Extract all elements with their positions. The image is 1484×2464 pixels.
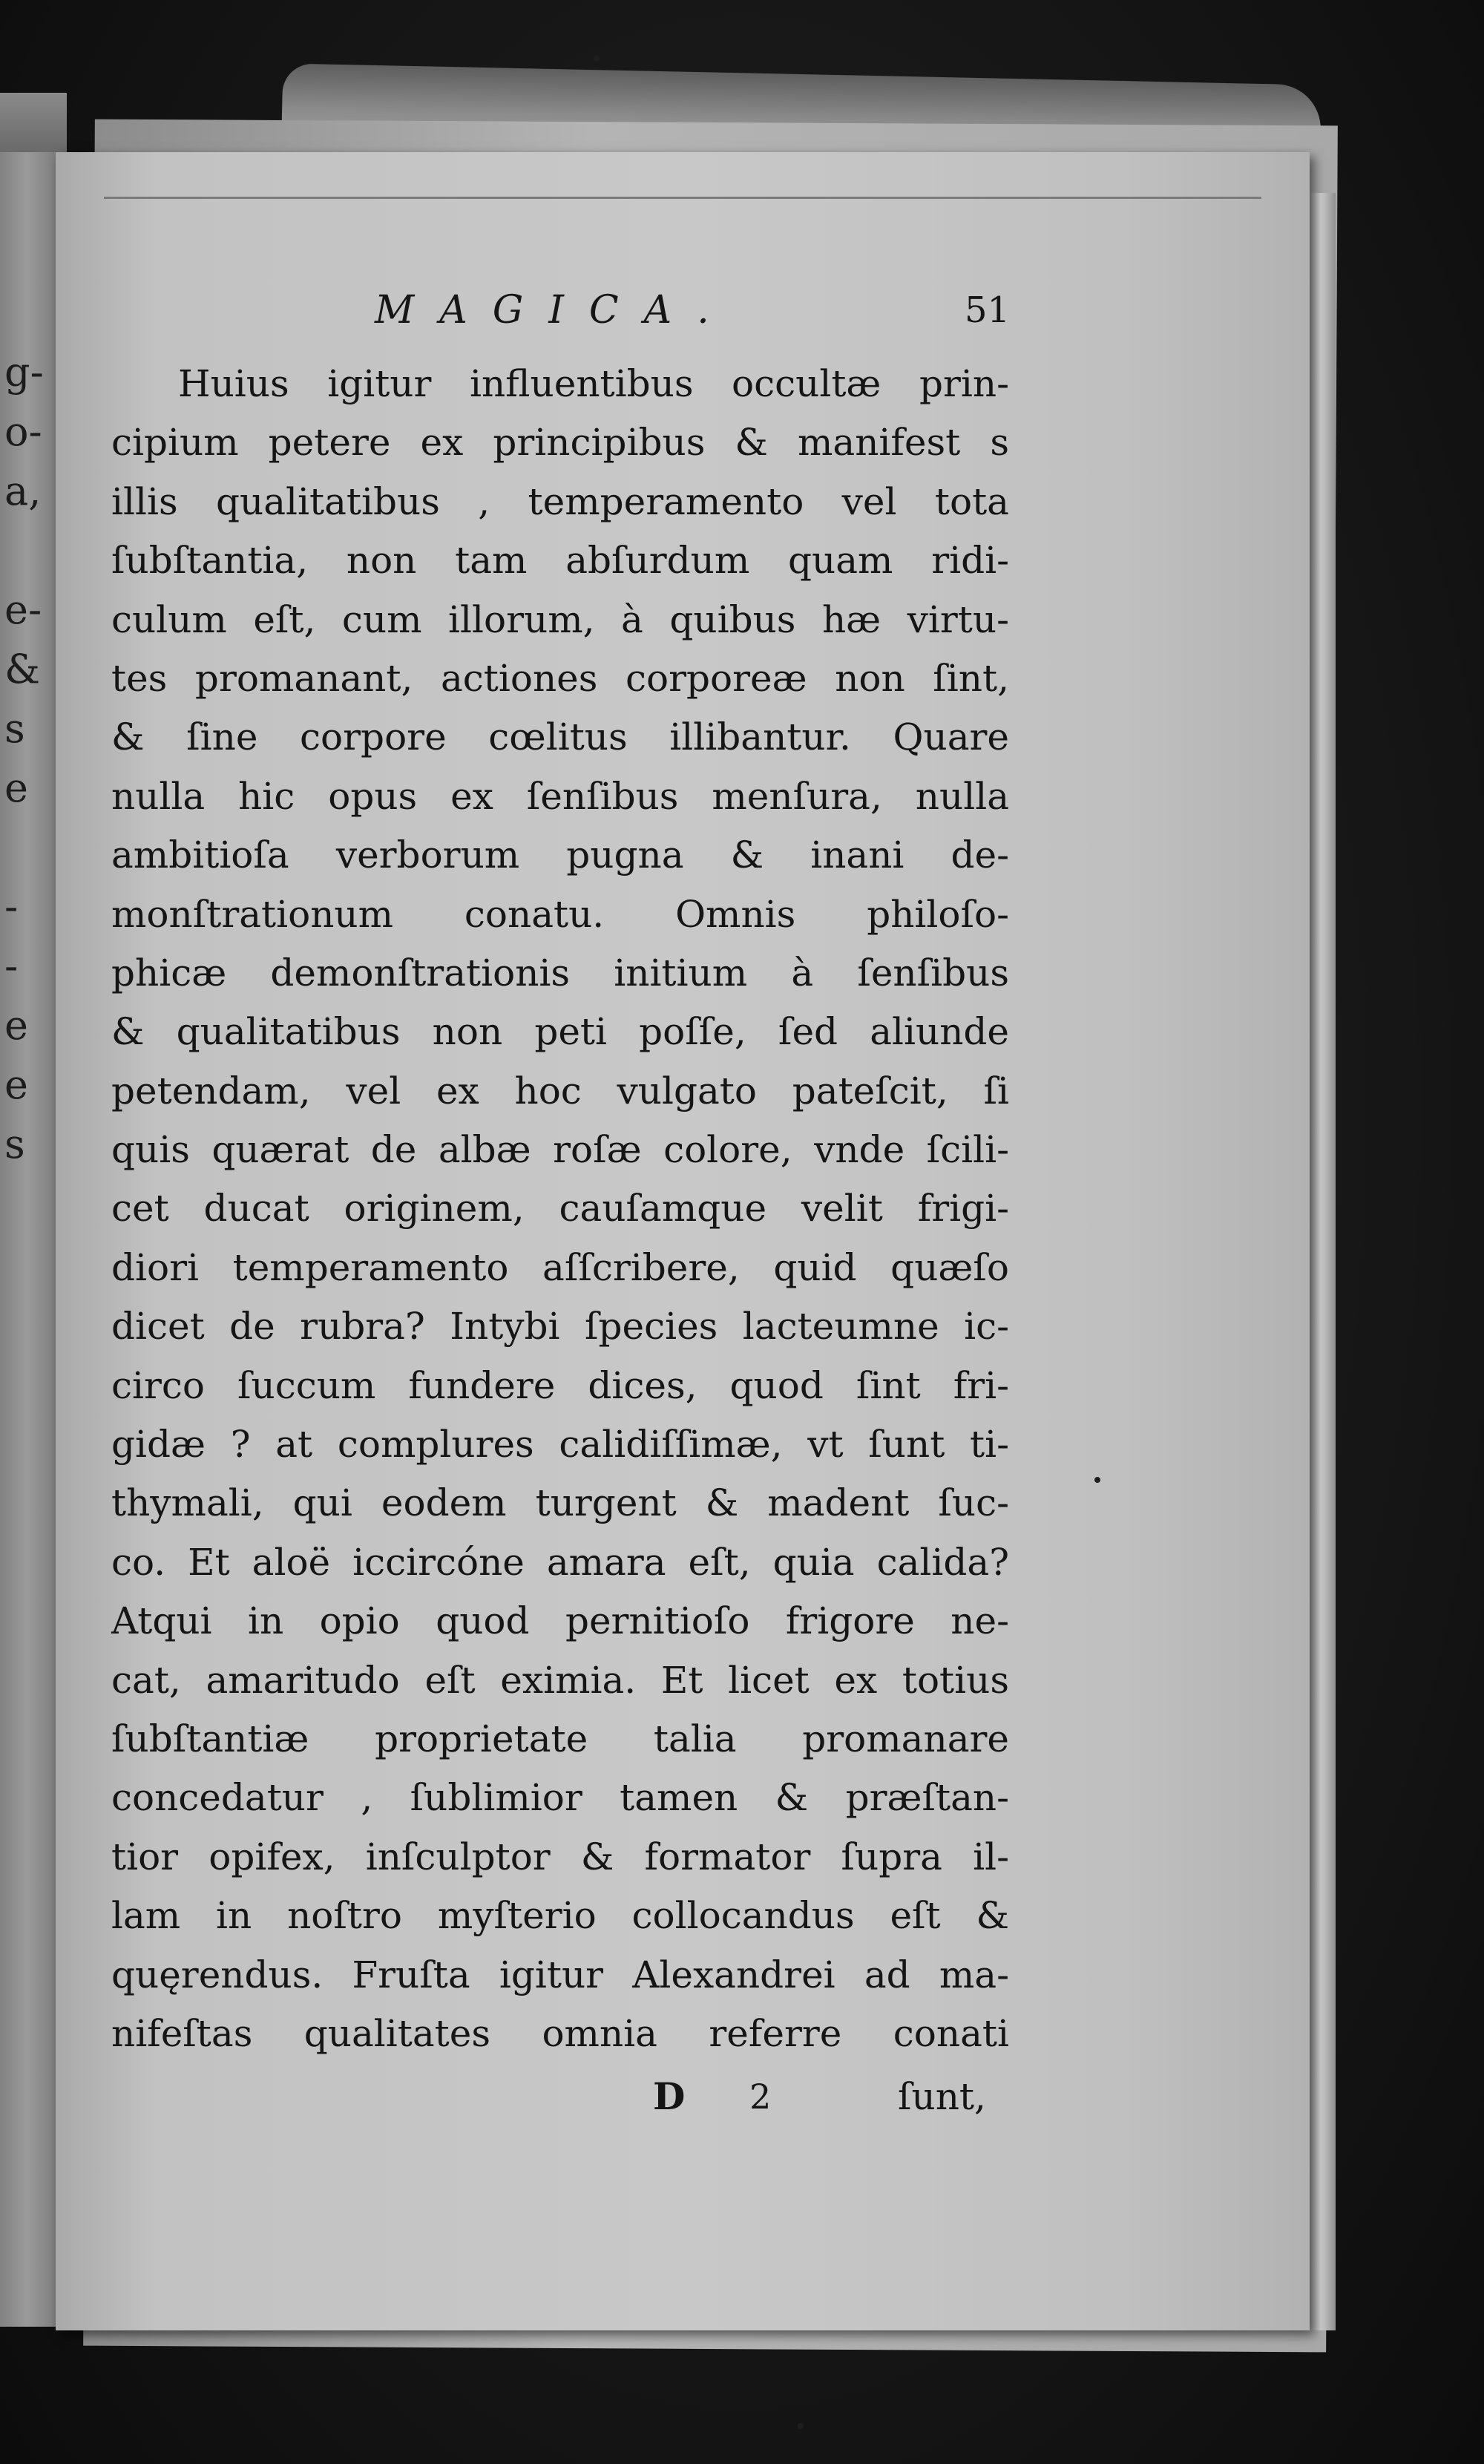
left-page-top-edge <box>0 93 67 152</box>
ink-speck <box>1094 1477 1100 1483</box>
text-line: petendam, vel ex hoc vulgato pateſcit, ſi <box>111 1069 1009 1113</box>
text-line: cet ducat originem, cauſamque velit frigi- <box>111 1187 1009 1231</box>
left-margin-glyph: & <box>4 646 41 692</box>
text-line: lam in noſtro myſterio collocandus eſt & <box>111 1894 1009 1938</box>
text-line: illis qualitatibus , temperamento vel tota <box>111 479 1009 523</box>
text-line: cipium petere ex principibus & manifest s <box>111 421 1009 465</box>
text-line: tior opifex, inſculptor & formator ſupra il- <box>111 1835 1009 1878</box>
text-line: nifeſtas qualitates omnia referre conati <box>111 2011 1009 2055</box>
text-line: circo ſuccum fundere dices, quod ſint fri- <box>111 1363 1009 1407</box>
left-margin-glyph: e <box>4 1002 28 1049</box>
text-line: cat, amaritudo eſt eximia. Et licet ex totius <box>111 1658 1009 1702</box>
text-line: quis quærat de albæ roſæ colore, vnde ſcili- <box>111 1128 1009 1172</box>
text-line: concedatur , ſublimior tamen & præſtan- <box>111 1776 1009 1820</box>
text-line: & qualitatibus non peti poſſe, ſed aliunde <box>111 1010 1009 1054</box>
text-line: quęrendus. Fruſta igitur Alexandrei ad ma- <box>111 1953 1009 1996</box>
left-margin-glyph: e <box>4 1061 28 1108</box>
left-margin-glyph: s <box>4 705 25 752</box>
page-fold-line <box>104 197 1261 199</box>
catchword: ſunt, <box>898 2075 986 2119</box>
left-margin-glyph: g- <box>4 349 44 396</box>
page-footer <box>111 2063 1009 2130</box>
text-line: thymali, qui eodem turgent & madent ſuc- <box>111 1481 1009 1525</box>
page-text-block <box>111 281 1009 2130</box>
text-line: culum eſt, cum illorum, à quibus hæ virtu- <box>111 597 1009 641</box>
text-line: monſtrationum conatu. Omnis philoſo- <box>111 892 1009 936</box>
text-line: Huius igitur influentibus occultæ prin- <box>178 362 1009 405</box>
left-margin-glyph: o- <box>4 408 42 455</box>
left-margin-glyph: - <box>4 943 19 989</box>
text-line: & ſine corpore cœlitus illibantur. Quare <box>111 715 1009 759</box>
text-line: gidæ ? at complures calidiſſimæ, vt ſunt ti- <box>111 1423 1009 1467</box>
page-edge-right <box>1306 193 1336 2330</box>
text-line: ſubſtantiæ proprietate talia promanare <box>111 1717 1009 1760</box>
signature-number: 2 <box>749 2077 772 2117</box>
ink-speck <box>798 2423 804 2429</box>
page-number: 51 <box>965 289 1011 331</box>
left-page-margin-text <box>0 349 52 1239</box>
signature-mark: D <box>653 2074 686 2119</box>
text-line: dicet de rubra? Intybi ſpecies lacteumne ic- <box>111 1305 1009 1349</box>
ink-speck <box>594 56 600 62</box>
text-line: nulla hic opus ex ſenſibus menſura, nulla <box>111 774 1009 818</box>
running-head: MAGICA. <box>375 288 735 332</box>
left-margin-glyph: e- <box>4 586 42 633</box>
left-margin-glyph: - <box>4 883 19 930</box>
text-line: phicæ demonſtrationis initium à ſenſibus <box>111 951 1009 995</box>
left-margin-glyph: a, <box>4 468 42 514</box>
text-line: co. Et aloë iccircóne amara eſt, quia calida? <box>111 1540 1009 1584</box>
text-line: Atqui in opio quod pernitioſo frigore ne- <box>111 1599 1009 1643</box>
left-margin-glyph: e <box>4 764 28 811</box>
text-line: ſubſtantia, non tam abſurdum quam ridi- <box>111 539 1009 583</box>
text-line: diori temperamento aſſcribere, quid quæſo <box>111 1245 1009 1289</box>
text-line: ambitioſa verborum pugna & inani de- <box>111 833 1009 877</box>
page-header <box>111 281 1009 355</box>
text-line: tes promanant, actiones corporeæ non ſint, <box>111 656 1009 700</box>
left-margin-glyph: s <box>4 1121 25 1167</box>
